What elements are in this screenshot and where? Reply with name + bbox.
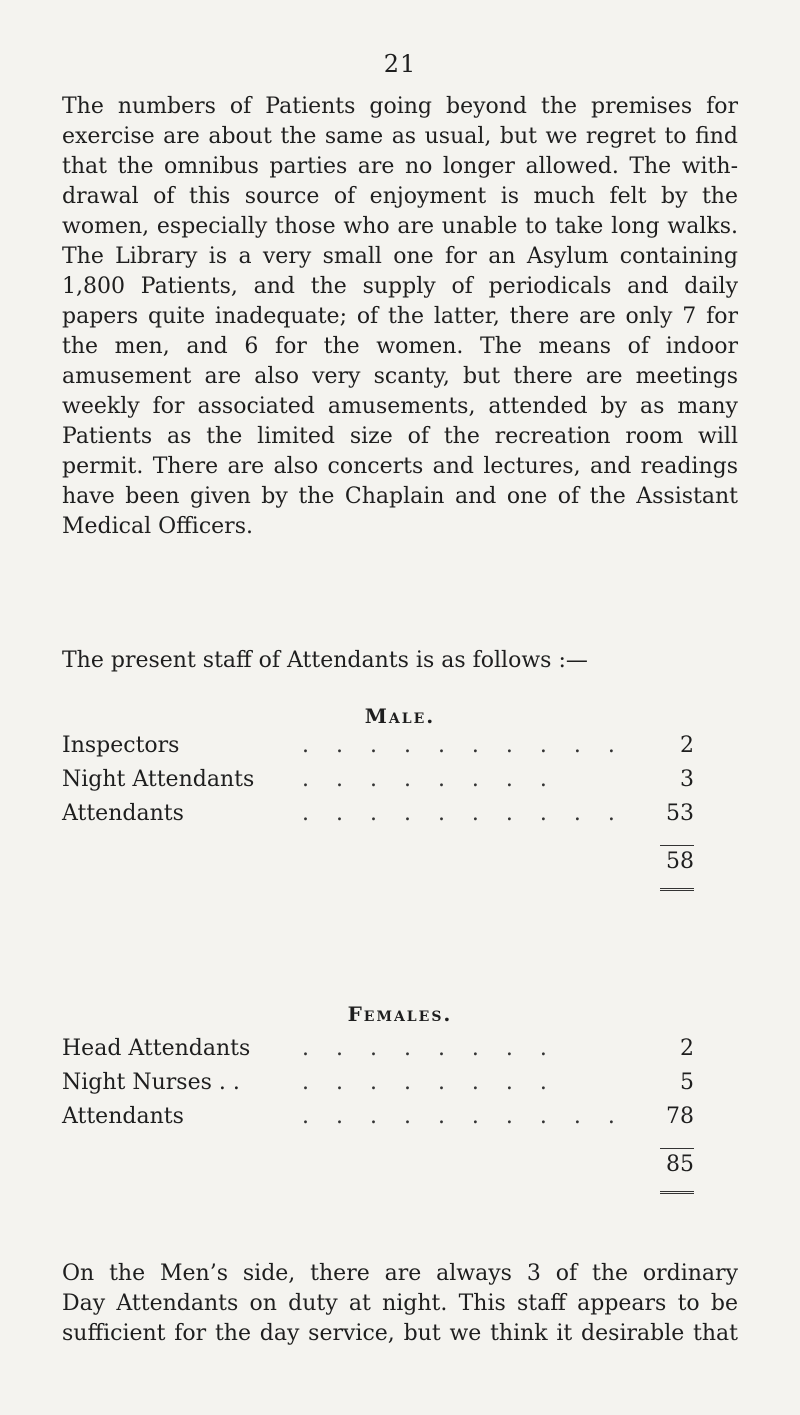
- row-count: 2: [680, 1036, 694, 1061]
- paragraph-patients-exercise: [62, 92, 738, 542]
- table-row: [62, 733, 702, 767]
- text-line: papers quite inadequate; of the latter, there are only 7 for: [62, 304, 738, 329]
- row-label: Attendants: [62, 801, 190, 826]
- row-label: Inspectors: [62, 733, 185, 758]
- paragraph-mens-side: [62, 1259, 738, 1349]
- row-count: 53: [666, 801, 694, 826]
- male-staff-table: [62, 733, 702, 874]
- text-line: amusement are also very scanty, but there are meetings: [62, 364, 738, 389]
- leader-dots: . . . . . . . . . .: [302, 1104, 625, 1129]
- text-line: The numbers of Patients going beyond the premises for: [62, 94, 738, 119]
- females-heading: Females.: [347, 1002, 453, 1026]
- text-line: The Library is a very small one for an Asylum containing: [62, 244, 738, 269]
- sum-rule: [660, 1148, 694, 1149]
- female-staff-table: [62, 1036, 702, 1177]
- leader-dots: . . . . . . . .: [302, 1036, 557, 1061]
- row-label: Night Nurses . .: [62, 1070, 246, 1095]
- leader-dots: . . . . . . . .: [302, 767, 557, 792]
- leader-dots: . . . . . . . . . .: [302, 733, 625, 758]
- row-label: Night Attendants: [62, 767, 260, 792]
- text-line: Patients as the limited size of the recreation room will: [62, 424, 738, 449]
- leader-dots: . . . . . . . .: [302, 1070, 557, 1095]
- text-line: Day Attendants on duty at night. This staff appears to be: [62, 1291, 738, 1316]
- female-total: 85: [666, 1152, 694, 1177]
- total-double-rule: [660, 1191, 694, 1194]
- text-line: the men, and 6 for the women. The means of indoor: [62, 334, 738, 359]
- staff-intro: The present staff of Attendants is as follows :—: [62, 648, 588, 673]
- leader-dots: . . . . . . . . . .: [302, 801, 625, 826]
- text-line: that the omnibus parties are no longer allowed. The with-: [62, 154, 738, 179]
- text-line: permit. There are also concerts and lectures, and readings: [62, 454, 738, 479]
- text-line: have been given by the Chaplain and one of the Assistant: [62, 484, 738, 509]
- row-count: 5: [680, 1070, 694, 1095]
- row-count: 78: [666, 1104, 694, 1129]
- text-line: weekly for associated amusements, attended by as many: [62, 394, 738, 419]
- row-count: 3: [680, 767, 694, 792]
- page-number: 21: [383, 50, 417, 78]
- text-line: Medical Officers.: [62, 514, 253, 539]
- row-count: 2: [680, 733, 694, 758]
- table-row: [62, 1070, 702, 1104]
- row-label: Attendants: [62, 1104, 190, 1129]
- total-double-rule: [660, 888, 694, 891]
- text-line: exercise are about the same as usual, but we regret to find: [62, 124, 738, 149]
- table-row: [62, 801, 702, 835]
- table-row: [62, 1104, 702, 1138]
- text-line: sufficient for the day service, but we think it desirable that: [62, 1321, 738, 1346]
- sum-rule: [660, 845, 694, 846]
- table-row: [62, 1036, 702, 1070]
- male-heading: Male.: [364, 704, 436, 728]
- table-row: [62, 767, 702, 801]
- text-line: drawal of this source of enjoyment is much felt by the: [62, 184, 738, 209]
- male-total: 58: [666, 849, 694, 874]
- text-line: On the Men’s side, there are always 3 of the ordinary: [62, 1261, 738, 1286]
- text-line: women, especially those who are unable to take long walks.: [62, 214, 738, 239]
- text-line: 1,800 Patients, and the supply of periodicals and daily: [62, 274, 738, 299]
- row-label: Head Attendants: [62, 1036, 256, 1061]
